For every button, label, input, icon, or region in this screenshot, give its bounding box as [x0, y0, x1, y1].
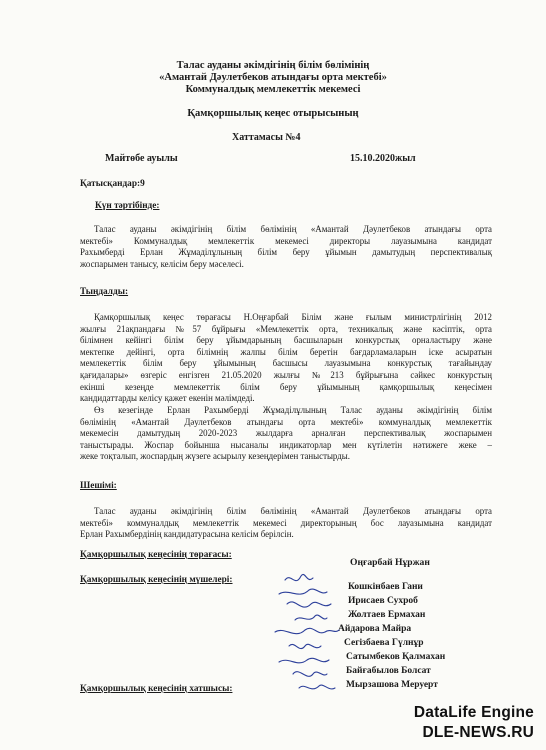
member-name: Ирисаев Сухроб [348, 596, 418, 606]
listened-line: мемлекеттік білім беру ұйымының басшысы лауазымына конкурстық тағайындау [80, 358, 492, 369]
member-name: Айдарова Майра [338, 624, 412, 634]
header-line-3: Коммуналдық мемлекеттік мекемесі [185, 84, 361, 95]
agenda-label: Күн тәртібінде: [95, 201, 160, 211]
place: Майтөбе ауылы [105, 153, 178, 164]
listened-line: жылғы 21ақпандағы №57 бұйрығы «Мемлекеттік орта, техникалық және кәсіптік, орта [80, 323, 492, 334]
listened-paragraph-1 [80, 312, 492, 405]
listened-line: екінші кезеңде мемлекеттік білім беру ұйымының қамқоршылық кеңесімен [80, 381, 492, 392]
member-name: Жолтаев Ермахан [348, 610, 426, 620]
decision-line: мектебі» коммуналдық мемлекеттік мекемесі директорының бос лауазымына кандидат [80, 517, 492, 528]
listened-line: мекемесін дамытудың 2020-2023 жылдарға арналған перспективалық жоспарымен [80, 428, 492, 439]
member-name: Байғабылов Болсат [346, 666, 431, 676]
members-list [340, 580, 445, 692]
chair-name: Оңғарбай Нұржан [350, 557, 430, 568]
listened-line: кандидаттарды келісу қажет екенін мәлімдеді. [80, 393, 255, 404]
members-label: Қамқоршылық кеңесінің мүшелері: [80, 575, 233, 585]
participants: Қатысқандар:9 [80, 179, 145, 189]
decision-label: Шешімі: [80, 481, 117, 491]
member-name: Кошкінбаев Гани [348, 582, 423, 592]
header-line-1: Талас ауданы әкімдігінің білім бөлімінің [176, 60, 370, 71]
member-name: Сегізбаева Гүлнұр [344, 638, 424, 648]
agenda-line: Рахымберді Ерлан Жұмаділұлының білім беру ұйымын дамытудың перспективалық [80, 247, 492, 258]
secretary-label: Қамқоршылық кеңесінің хатшысы: [80, 684, 233, 694]
decision-line: Талас ауданы әкімдігінің білім бөлімінің «Амантай Дәулетбеков атындағы орта [94, 506, 492, 516]
date: 15.10.2020жыл [350, 153, 416, 164]
listened-line: жеке тоқталып, жоспардың жүзеге асырылу кезеңдерімен таныстырды. [80, 451, 350, 462]
listened-line: қағидалары» өзгеріс енгізген 21.05.2020 жылғы №213 бұйрығына сәйкес конкурстың [80, 369, 492, 380]
listened-line: мектепке дейінгі, орта білімнің жалпы білім беретін бағдарламаларын іске асыратын [80, 346, 492, 357]
document-title: Қамқоршылық кеңес отырысының [187, 108, 359, 119]
agenda-line: Талас ауданы әкімдігінің білім бөлімінің «Амантай Дәулетбеков атындағы орта [94, 224, 492, 234]
watermark-line-1: DataLife Engine [413, 704, 534, 721]
header-line-2: «Амантай Дәулетбеков атындағы орта мектебі» [159, 72, 387, 83]
decision-line: Ерлан Рахымбердінің кандидатурасына келісім берілсін. [80, 529, 294, 540]
member-name: Сатымбеков Қалмахан [346, 652, 446, 662]
agenda-text [80, 224, 492, 270]
agenda-line: мектебі» Коммуналдық мемлекеттік мекемесі директоры лауазымына кандидат [80, 235, 492, 246]
member-name: Мырзашова Меруерт [346, 680, 438, 690]
handwritten-signatures [265, 570, 355, 700]
listened-label: Тыңдалды: [80, 287, 129, 297]
decision-text [80, 506, 492, 541]
listened-line: Қамқоршылық кеңес төрағасы Н.Оңғарбай Білім және ғылым министрлігінің 2012 [94, 312, 492, 322]
listened-line: таныстырады. Жоспар бойынша нысаналы индикаторлар мен күтілетін нәтижеге жеке – [80, 439, 492, 450]
listened-line: Өз кезегінде Ерлан Рахымберді Жұмаділұлының Талас ауданы әкімдігінің білім [94, 405, 492, 415]
chair-label: Қамқоршылық кеңесінің төрағасы: [80, 550, 232, 560]
agenda-line: жоспарымен танысу, келісім беру мәселесі. [80, 258, 244, 269]
watermark-line-2: DLE-NEWS.RU [422, 724, 534, 741]
listened-line: білімнен кейінгі білім беру ұйымдарының басшыларын конкурстық орналастыру және [80, 335, 492, 346]
listened-line: бөлімінің «Амантай Дәулетбеков атындағы орта мектебі» коммуналдық мемлекеттік [80, 416, 492, 427]
protocol-number: Хаттамасы №4 [232, 132, 301, 143]
listened-paragraph-2 [80, 405, 492, 463]
